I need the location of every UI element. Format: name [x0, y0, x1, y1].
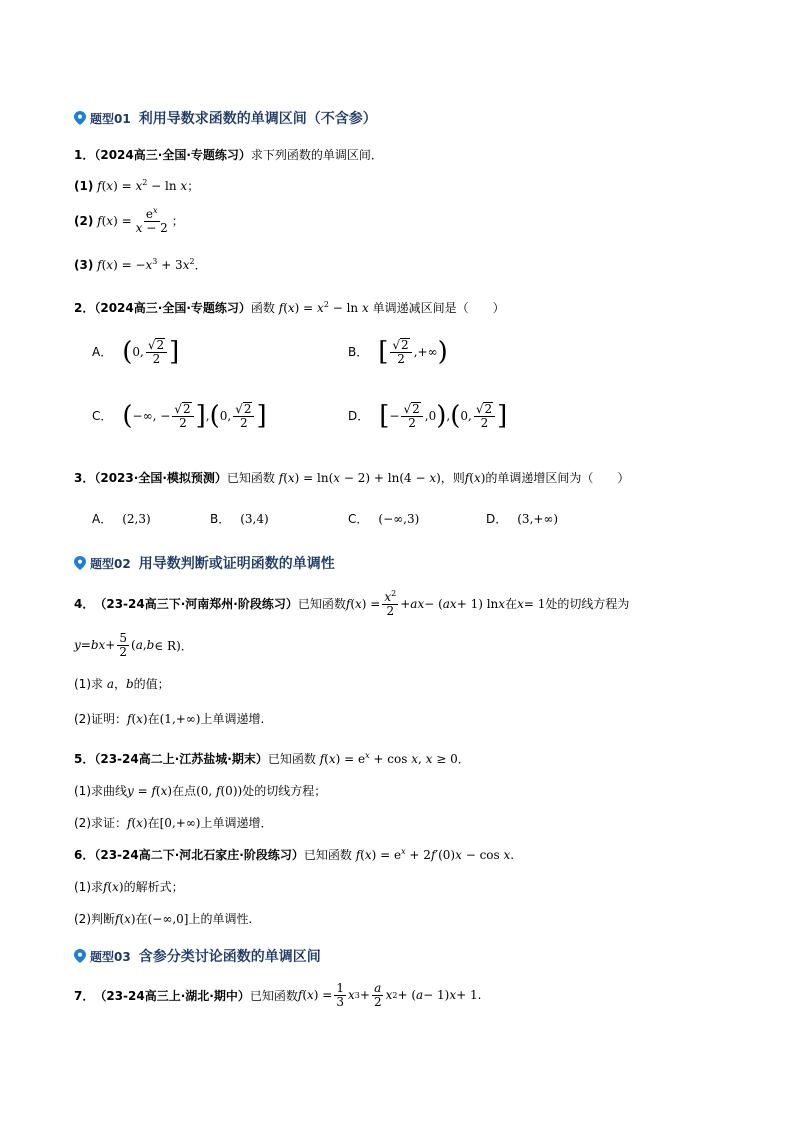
- question-text: ．: [457, 752, 470, 766]
- question-4-part-2: (2)证明：f(x)在(1,+∞)上单调递增.: [74, 712, 265, 726]
- question-number: 3．: [74, 471, 95, 485]
- question-1-part-2: (2) f ( x ) = $\frac{e^x}{x - 2}$ ；: [74, 206, 184, 235]
- question-text: 函数: [250, 301, 275, 315]
- part-text: 上单调递增.: [200, 712, 265, 726]
- question-text: 已知函数: [249, 988, 298, 1003]
- part-text: 在: [147, 712, 160, 726]
- section-title: 含参分类讨论函数的单调区间: [138, 949, 321, 965]
- question-source: （2024高三·全国·专题练习）: [94, 148, 251, 162]
- part-text: (1)求: [74, 677, 103, 691]
- part-text: (1)求: [74, 880, 103, 894]
- option-value: (3,+∞): [517, 511, 559, 526]
- part-text: (2)证明：: [74, 712, 127, 726]
- option-label: D．: [486, 512, 508, 526]
- question-6-part-2: (2)判断f(x)在(−∞,0]上的单调性.: [74, 912, 253, 926]
- part-text: 处的切线方程；: [242, 784, 327, 798]
- option-c[interactable]: C． ( −∞, − √ 2 2 ] , ( 0, √ 2 2 ]: [92, 400, 267, 431]
- question-text: 已知函数: [226, 471, 275, 485]
- location-pin-icon: [74, 949, 86, 963]
- option-label: D．: [348, 409, 370, 424]
- question-1-part-1: (1) $f(x) = x^2 - \ln x$；: [74, 178, 200, 193]
- fraction: $\frac{e^x}{x - 2}$: [135, 206, 168, 235]
- option-label: A．: [92, 512, 113, 526]
- option-label: B．: [210, 512, 231, 526]
- part-text: (1)求曲线: [74, 784, 127, 798]
- part-text: 在: [135, 912, 148, 926]
- question-6-part-1: (1)求f(x)的解析式；: [74, 880, 184, 894]
- question-text: ，则: [440, 471, 465, 485]
- part-text: 上单调递增．: [200, 816, 273, 830]
- option-b[interactable]: [210, 510, 269, 527]
- question-source: （23-24高三上·湖北·期中）: [94, 988, 250, 1003]
- question-1-stem: [74, 146, 383, 163]
- question-5-part-1: (1)求曲线y = f(x)在点(0, f(0))处的切线方程；: [74, 784, 327, 798]
- location-pin-icon: [74, 556, 86, 570]
- option-label: C．: [92, 409, 113, 424]
- part-text: ，: [113, 677, 126, 691]
- part-text: 的解析式；: [123, 880, 184, 894]
- section-tag: 题型03: [90, 949, 131, 964]
- question-5-part-2: (2)求证：f(x)在[0,+∞)上单调递增．: [74, 816, 273, 830]
- option-d[interactable]: [486, 510, 558, 527]
- question-4-stem: 4． （23-24高三下·河南郑州·阶段练习） 已知函数 f ( x ) = $\frac{x^2}{2}$ + ax − ( ax + 1) ln x 在 x = 1 处的切线方程为: [74, 589, 630, 618]
- question-number: 2．: [74, 301, 95, 315]
- part-text: (2)判断: [74, 912, 115, 926]
- question-number: 4．: [74, 597, 95, 612]
- question-number: 7．: [74, 988, 95, 1003]
- question-text: 已知函数: [297, 597, 346, 612]
- section-heading-1: [74, 108, 377, 128]
- question-text: 求下列函数的单调区间．: [250, 148, 383, 162]
- question-7-stem: 7． （23-24高三上·湖北·期中） 已知函数 f ( x ) = $\frac{1}{3}$ x 3 + $\frac{a}{2}$ x 2 + ( a − 1) x + 1 .: [74, 981, 482, 1009]
- option-c[interactable]: [348, 510, 419, 527]
- question-text: 已知函数: [267, 752, 316, 766]
- option-d[interactable]: D． [ − √ 2 2 ,0 ) , ( 0, √ 2 2 ]: [348, 400, 508, 431]
- section-heading-2: [74, 553, 335, 573]
- part-text: 在点: [172, 784, 197, 798]
- question-3-stem: 3．（2023·全国·模拟预测）已知函数 f(x) = ln(x − 2) + ln(4 − x)，则f(x)的单调递增区间为（ ）: [74, 471, 630, 485]
- section-title: 利用导数求函数的单调区间（不含参）: [138, 111, 377, 127]
- question-source: （23-24高二下·河北石家庄·阶段练习）: [94, 848, 304, 862]
- question-text: .: [477, 988, 482, 1003]
- question-text: 已知函数: [303, 848, 352, 862]
- question-4-tangent-line: y = bx + $\frac{5}{2}$ ( a , b ∈ R)．: [74, 631, 193, 659]
- question-text: .: [510, 848, 515, 862]
- question-text: 单调递减区间是（ ）: [372, 301, 505, 315]
- option-value: (2,3): [122, 511, 151, 526]
- question-5-stem: 5．（23-24高二上·江苏盐城·期末）已知函数 $f(x) = e^x + \cos x$, x ≥ 0．: [74, 751, 470, 766]
- question-4-part-1: (1)求 a，b的值；: [74, 677, 170, 691]
- question-number: 6．: [74, 848, 95, 862]
- part-text: 的值；: [133, 677, 170, 691]
- part-label: (3): [74, 258, 94, 272]
- option-a[interactable]: A． ( 0, √ 2 2 ]: [92, 336, 180, 367]
- section-heading-3: [74, 946, 321, 966]
- option-b[interactable]: B． [ √ 2 2 ,+∞ ): [348, 336, 448, 367]
- part-label: (1): [74, 179, 94, 193]
- option-value: (3,4): [240, 511, 269, 526]
- question-text: 处的切线方程为: [545, 597, 630, 612]
- part-text: (2)求证：: [74, 816, 127, 830]
- section-tag: 题型02: [90, 556, 131, 571]
- option-label: C．: [348, 512, 369, 526]
- question-6-stem: 6．（23-24高二下·河北石家庄·阶段练习）已知函数 $f(x) = e^x + 2f'(0)x - \cos x$.: [74, 847, 515, 862]
- question-text: 的单调递增区间为（ ）: [485, 471, 630, 485]
- option-value: (−∞,3): [378, 511, 420, 526]
- question-2-stem: 2．（2024高三·全国·专题练习）函数 $f(x) = x^2 - \ln x$ 单调递减区间是（ ）: [74, 300, 505, 315]
- question-1-part-3: (3) $f(x) = -x^3 + 3x^2$．: [74, 257, 207, 272]
- question-source: （23-24高三下·河南郑州·阶段练习）: [94, 597, 298, 612]
- part-text: 上的单调性.: [188, 912, 253, 926]
- location-pin-icon: [74, 111, 86, 125]
- question-number: 5．: [74, 752, 95, 766]
- option-label: B．: [348, 345, 369, 360]
- option-label: A．: [92, 345, 113, 360]
- section-tag: 题型01: [90, 111, 131, 126]
- section-title: 用导数判断或证明函数的单调性: [138, 556, 335, 572]
- question-text: 在: [505, 597, 518, 612]
- option-a[interactable]: [92, 510, 151, 527]
- formula: f: [97, 179, 102, 193]
- question-source: （2023·全国·模拟预测）: [94, 471, 227, 485]
- part-text: 在: [147, 816, 160, 830]
- question-source: （23-24高二上·江苏盐城·期末）: [94, 752, 268, 766]
- part-label: (2): [74, 213, 94, 228]
- question-number: 1．: [74, 148, 95, 162]
- question-source: （2024高三·全国·专题练习）: [94, 301, 251, 315]
